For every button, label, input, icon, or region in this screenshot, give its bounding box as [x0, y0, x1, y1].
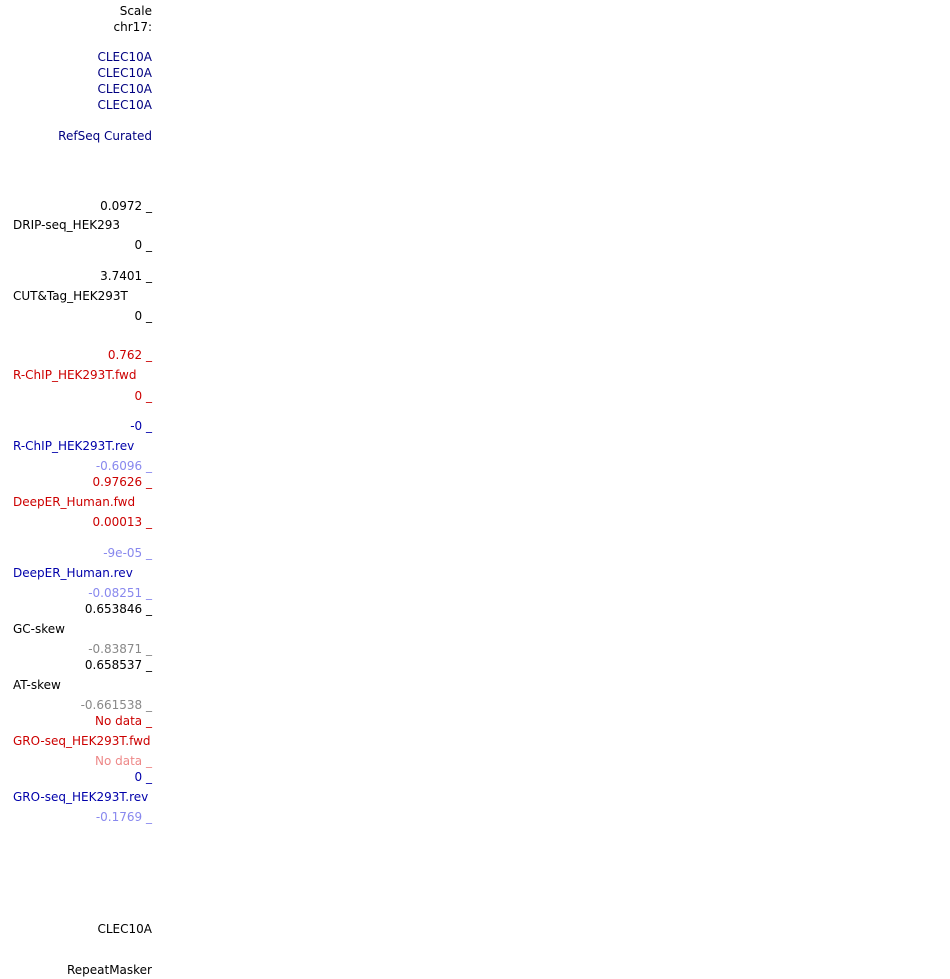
- track-min-value: 0 _: [135, 309, 152, 323]
- track-min-value: -0.1769 _: [96, 810, 152, 824]
- track-name[interactable]: DeepER_Human.rev: [13, 566, 133, 580]
- gene-label[interactable]: CLEC10A: [97, 66, 152, 80]
- track-name[interactable]: GRO-seq_HEK293T.rev: [13, 790, 149, 804]
- track-display-area[interactable]: [160, 0, 950, 979]
- track-max-value: 0.762 _: [108, 348, 152, 362]
- track-max-value: 0 _: [135, 770, 152, 784]
- repeatmasker-track-label[interactable]: RepeatMasker: [66, 963, 152, 977]
- track-min-value: 0.00013 _: [93, 515, 152, 529]
- track-min-value: No data _: [95, 754, 152, 768]
- track-label-column: [0, 0, 160, 979]
- track-min-value: -0.6096 _: [96, 459, 152, 473]
- track-name[interactable]: R-ChIP_HEK293T.fwd: [13, 368, 137, 382]
- track-max-value: 3.7401 _: [100, 269, 152, 283]
- track-max-value: 0.97626 _: [93, 475, 152, 489]
- track-max-value: 0.0972 _: [100, 199, 152, 213]
- chromosome-label: chr17:: [113, 20, 152, 34]
- track-name[interactable]: AT-skew: [13, 678, 61, 692]
- track-name[interactable]: GC-skew: [13, 622, 65, 636]
- track-min-value: 0 _: [135, 389, 152, 403]
- track-max-value: No data _: [95, 714, 152, 728]
- track-max-value: -0 _: [130, 419, 152, 433]
- track-name[interactable]: DRIP-seq_HEK293: [13, 218, 121, 232]
- track-name[interactable]: GRO-seq_HEK293T.fwd: [13, 734, 151, 748]
- track-max-value: -9e-05 _: [103, 546, 152, 560]
- gene-label[interactable]: CLEC10A: [97, 50, 152, 64]
- track-min-value: -0.08251 _: [88, 586, 152, 600]
- track-name[interactable]: R-ChIP_HEK293T.rev: [13, 439, 135, 453]
- scale-label: Scale: [119, 4, 152, 18]
- gene-label[interactable]: CLEC10A: [97, 98, 152, 112]
- track-min-value: -0.83871 _: [88, 642, 152, 656]
- track-name[interactable]: CUT&Tag_HEK293T: [13, 289, 128, 303]
- gene-label[interactable]: CLEC10A: [97, 922, 152, 936]
- track-max-value: 0.658537 _: [85, 658, 152, 672]
- track-min-value: 0 _: [135, 238, 152, 252]
- track-max-value: 0.653846 _: [85, 602, 152, 616]
- gene-label[interactable]: CLEC10A: [97, 82, 152, 96]
- track-name[interactable]: DeepER_Human.fwd: [13, 495, 136, 509]
- refseq-track-label[interactable]: RefSeq Curated: [58, 129, 152, 143]
- track-min-value: -0.661538 _: [81, 698, 152, 712]
